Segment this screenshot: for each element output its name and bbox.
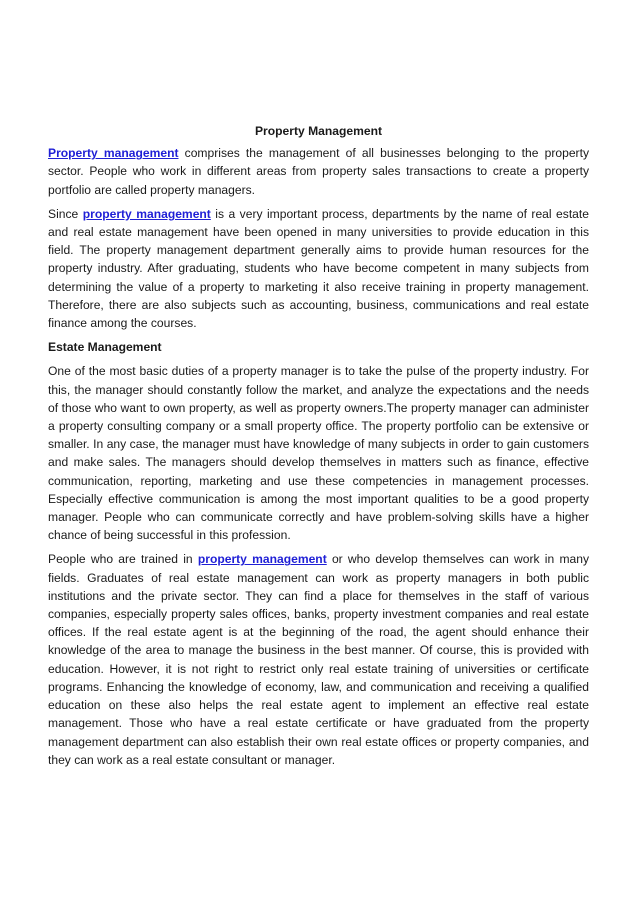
page-title: Property Management <box>254 124 382 138</box>
property-management-link[interactable]: Property management <box>48 146 179 161</box>
careers-paragraph-text: or who develop themselves can work in many fields. Graduates of real estate management can work as property managers in both public institutions and the private sector. They can find a place for themselves in the staff of various companies, especially property sales offices, banks, property investment companies and real estate offices. If the real estate agent is at the beginning of the road, the agent should enhance their knowledge of the area to manage the business in the best manner. Of course, this is provided with education. However, it is not right to restrict only real estate training of universities or certificate programs. Enhancing the knowledge of economy, law, and communication and receiving a qualified education on these also helps the real estate agent to implement an effective real estate management. Those who have a real estate certificate or have graduated from the property management department can also establish their own real estate offices or property companies, and they can work as a real estate consultant or manager. <box>48 552 590 767</box>
education-paragraph <box>48 205 589 332</box>
careers-paragraph <box>48 550 589 768</box>
intro-paragraph-text: comprises the management of all businesses belonging to the property sector. People who work in different areas from property sales transactions to create a property portfolio are called property managers. <box>48 146 589 197</box>
careers-paragraph-lead: People who are trained in <box>48 552 198 567</box>
education-paragraph-lead: Since <box>48 206 83 221</box>
property-management-link[interactable]: property management <box>197 552 327 567</box>
section-heading: Estate Management <box>48 340 162 355</box>
intro-paragraph <box>48 144 589 199</box>
education-paragraph-text: is a very important process, departments by the name of real estate and real estate management have been opened in many universities to provide education in this field. The property management department generally aims to provide human resources for the property industry. After graduating, students who have become competent in many subjects from determining the value of a property to marketing it also receive training in property management. Therefore, there are also subjects such as accounting, business, communications and real estate finance among the courses. <box>48 206 589 331</box>
duties-paragraph: One of the most basic duties of a property manager is to take the pulse of the property industry. For this, the manager should constantly follow the market, and analyze the expectations and the needs of those who want to own property, as well as property owners.The property manager can administer a property consulting company or a small property office. The property portfolio can be extensive or smaller. In any case, the manager must have knowledge of many subjects in order to gain customers and make sales. The managers should develop themselves in matters such as finance, effective communication, reporting, marketing and use these competencies in management processes. Especially effective communication is among the most important qualities to be a good property manager. People who can communicate correctly and have problem-solving skills have a higher chance of being successful in this profession. <box>48 364 589 543</box>
property-management-link[interactable]: property management <box>82 206 211 221</box>
document-page <box>48 122 589 775</box>
